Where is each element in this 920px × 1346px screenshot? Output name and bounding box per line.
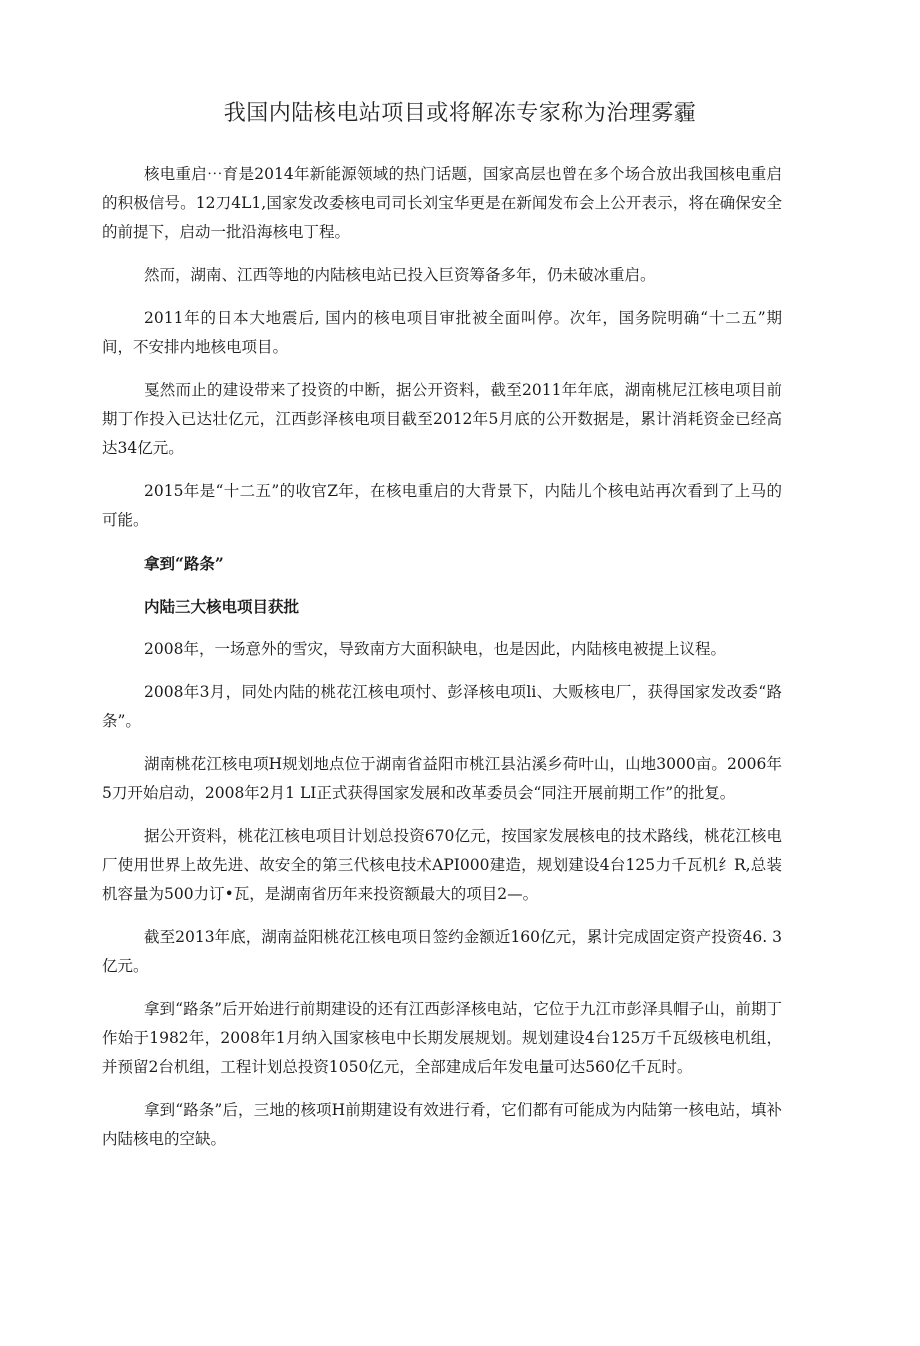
paragraph-9: 据公开资料，桃花江核电项目计划总投资670亿元，按国家发展核电的技术路线，桃花江核电厂使用世界上故先进、故安全的第三代核电技术API000建造，规划建设4台125力千瓦机纟R,总装机容量为500力订•瓦，是湖南省历年来投资额最大的项目2—。 [102, 827, 782, 903]
paragraph-2: 然而，湖南、江西等地的内陆核电站已投入巨资筹备多年，仍未破冰重启。 [144, 266, 656, 284]
paragraph-12: 拿到“路条”后，三地的核项H前期建设有效进行肴，它们都有可能成为内陆第一核电站，填补内陆核电的空缺。 [102, 1101, 782, 1148]
section-heading-1: 拿到“路条” [144, 554, 224, 573]
paragraph-6: 2008年，一场意外的雪灾，导致南方大面积缺电，也是因此，内陆核电被提上议程。 [144, 640, 726, 658]
section-heading-2: 内陆三大核电项目获批 [144, 597, 300, 616]
paragraph-5: 2015年是“十二五”的收官Z年，在核电重启的大背景下，内陆儿个核电站再次看到了上马的可能。 [102, 482, 782, 529]
paragraph-10: 截至2013年底，湖南益阳桃花江核电项日签约金额近160亿元，累计完成固定资产投资46. 3亿元。 [102, 928, 782, 975]
document-body [102, 160, 782, 1168]
document-title: 我国内陆核电站项目或将解冻专家称为治理雾霾 [223, 101, 697, 126]
paragraph-4: 戛然而止的建设带来了投资的中断，据公开资料，截至2011年年底，湖南桃尼江核电项目前期丁作投入已达壮亿元，江西彭泽核电项目截至2012年5月底的公开数据是，累计消耗资金已经高达34亿元。 [102, 381, 782, 457]
paragraph-11: 拿到“路条”后开始进行前期建设的还有江西彭泽核电站，它位于九江市彭泽具帽子山，前期丁作始于1982年，2008年1月纳入国家核电中长期发展规划。规划建设4台125万千瓦级核电机组，并预留2台机组，工程计划总投资1050亿元，全部建成后年发电量可达560亿千瓦时。 [102, 1000, 782, 1076]
paragraph-1: 核电重启⋯育是2014年新能源领域的热门话题，国家高层也曾在多个场合放出我国核电重启的积极信号。12刀4L1,国家发改委核电司司长刘宝华更是在新闻发布会上公开表示，将在确保安全的前提下，启动一批沿海核电丁程。 [102, 165, 782, 241]
paragraph-7: 2008年3月，同处内陆的桃花江核电项忖、彭泽核电项li、大贩核电厂，获得国家发改委“路条”。 [102, 683, 782, 730]
paragraph-3: 2011年的日本大地震后, 国内的核电项目审批被全面叫停。次年，国务院明确“十二五”期间，不安排内地核电项目。 [102, 309, 782, 356]
paragraph-8: 湖南桃花江核电项H规划地点位于湖南省益阳市桃江县沾溪乡荷叶山，山地3000亩。2006年5刀开始启动，2008年2月1 LI正式获得国家发展和改革委员会“同注开展前期工作”的批复。 [102, 755, 782, 802]
